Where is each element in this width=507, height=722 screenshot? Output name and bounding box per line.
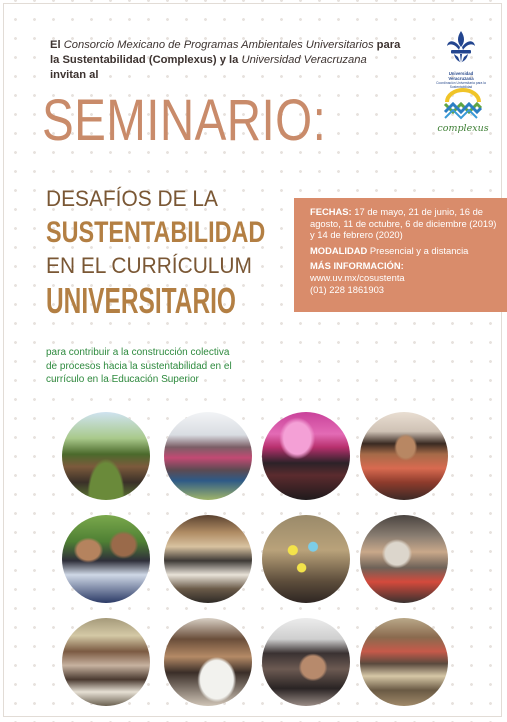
intro-universidad: Universidad Veracruzana	[241, 54, 367, 66]
intro-el: El	[50, 39, 61, 51]
info-url[interactable]: www.uv.mx/cosustenta	[310, 271, 405, 283]
title-line-desafios: DESAFÍOS DE LA	[46, 186, 218, 211]
subtitle-line-2: de procesos hacia la sustentabilidad en el	[46, 360, 232, 372]
photo-grid	[60, 412, 460, 712]
intro-text	[50, 38, 430, 83]
modality-block	[310, 245, 497, 257]
photo-large-crowd	[360, 618, 448, 706]
complexus-wordmark: complexus	[437, 123, 489, 134]
subtitle-line-1: para contribuir a la construcción colectiva	[46, 347, 230, 358]
photo-classroom-audience	[62, 618, 150, 706]
intro-line3: invitan al	[50, 69, 99, 81]
dates-text: 17 de mayo, 21 de junio, 16 de agosto, 11 de octubre, 6 de diciembre (2019) y 14 de febrero (2020)	[310, 206, 497, 241]
subtitle	[46, 346, 266, 387]
dates-label: FECHAS:	[310, 206, 352, 217]
title-line-sustentabilidad: SUSTENTABILIDAD	[46, 216, 266, 249]
photo-young-man-tablet	[360, 412, 448, 500]
complexus-emblem-icon	[441, 88, 485, 120]
title-line-curriculum: EN EL CURRÍCULUM	[46, 253, 252, 278]
photo-woman-smiling	[262, 618, 350, 706]
photo-outdoor-group	[62, 412, 150, 500]
uv-name: Universidad Veracruzana	[448, 71, 474, 81]
intro-consorcio: Consorcio Mexicano de Programas Ambientales Universitarios	[63, 39, 374, 51]
subtitle-line-3: currículo en la Educación Superior	[46, 374, 199, 385]
intro-para: para	[376, 39, 401, 51]
photo-writing-hands	[164, 618, 252, 706]
title-line-universitario: UNIVERSITARIO	[46, 280, 236, 321]
modality-label: MODALIDAD	[310, 244, 368, 256]
modality-text: Presencial y a distancia	[369, 244, 469, 256]
photo-bearded-man	[360, 515, 448, 603]
intro-line2: la Sustentabilidad (Complexus) y la	[50, 54, 239, 66]
dates-block	[310, 206, 497, 241]
photo-group-portrait	[164, 412, 252, 500]
more-info-block	[310, 260, 497, 295]
photo-presenter-board	[164, 515, 252, 603]
photo-students-phone	[62, 515, 150, 603]
more-info-label: MÁS INFORMACIÓN:	[310, 260, 404, 272]
photo-sticky-notes-wall	[262, 515, 350, 603]
complexus-logo	[432, 88, 494, 134]
seminar-title: SEMINARIO:	[42, 88, 327, 153]
photo-pink-stage	[262, 412, 350, 500]
uv-subtitle: Coordinación Universitaria para la Sustentabilidad	[436, 81, 486, 89]
uv-logo	[436, 30, 486, 89]
info-phone: (01) 228 1861903	[310, 283, 385, 295]
info-box	[294, 198, 507, 312]
uv-fleur-icon	[445, 30, 477, 66]
